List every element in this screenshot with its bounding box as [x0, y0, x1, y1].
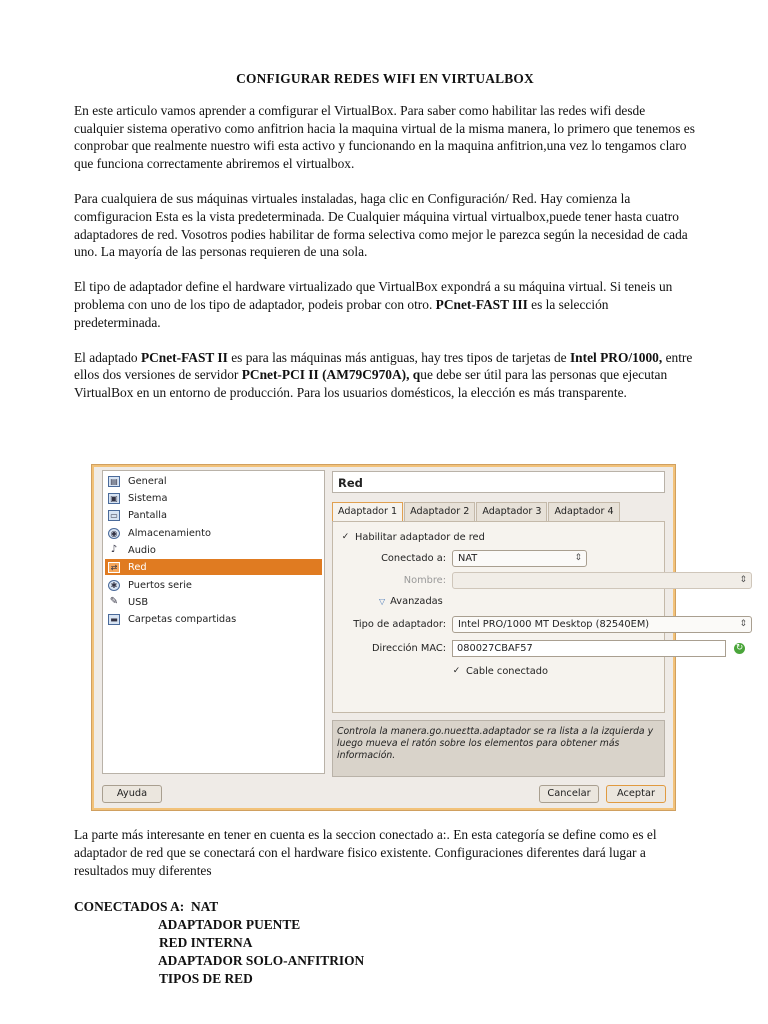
sidebar-item-label: USB	[128, 596, 149, 608]
paragraph-config: Para cualquiera de sus máquinas virtuales instaladas, haga clic en Configuración/ Red. Hay comienza la comfiguracion Esta es la vista predeterminada. De Cualquier máquina virtual virtualbox,puede tener hasta cuatro adaptadores de red. Vosotros podies habilitar de forma selectiva como mejor le parezca según la necesidad de cada uno. La mayoría de las personas requieren de una sola.	[74, 190, 688, 260]
sidebar-item-label: General	[128, 475, 167, 487]
text-segment: entre ellos dos versiones de servidor	[74, 349, 693, 383]
cable-connected-checkbox[interactable]	[452, 666, 548, 677]
sidebar-item-display[interactable]	[105, 507, 322, 523]
adapter-type-select[interactable]	[452, 616, 752, 633]
sidebar-item-serial-ports[interactable]	[105, 577, 322, 593]
bold-term: PCnet-FAST II	[140, 349, 228, 365]
sidebar-item-general[interactable]	[105, 473, 322, 489]
sidebar-item-audio[interactable]	[105, 542, 322, 558]
sidebar-item-label: Pantalla	[128, 509, 167, 521]
help-button[interactable]: Ayuda	[102, 785, 162, 803]
paragraph-intro: En este articulo vamos aprender a comfigurar el VirtualBox. Para saber como habilitar las redes wifi desde cualquier sistema operativo como anfitrion hacia la maquina virtual de la misma manera, lo primero que tenemos es conprobar que realmente nuestro wifi esta activo y funcionando en la maquina anfitrion,una vez lo tengamos claro que funciona correctamente abriremos el virtualbox.	[74, 102, 695, 172]
paragraph-connected-to: La parte más interesante en tener en cuenta es la seccion conectado a:. En esta categoría se define como es el adaptador de red que se conectará con el hardware fisico existente. Configuraciones diferentes dará lugar a resultados muy diferentes	[74, 827, 657, 878]
system-icon: ▣	[108, 493, 120, 504]
sidebar-item-system[interactable]	[105, 490, 322, 506]
name-label: Nombre:	[403, 575, 446, 586]
tab-adapter-2[interactable]: Adaptador 2	[404, 502, 475, 521]
tab-adapter-1[interactable]: Adaptador 1	[332, 502, 403, 522]
paragraph-adapter-type	[74, 278, 696, 331]
display-icon: ▭	[108, 510, 120, 521]
list-item	[74, 898, 364, 916]
accept-button[interactable]: Aceptar	[606, 785, 666, 803]
connected-to-value: NAT	[458, 553, 478, 564]
text-segment: El adaptado	[74, 349, 141, 365]
check-icon: ✓	[341, 532, 350, 542]
connection-types-list	[74, 898, 364, 988]
sidebar-item-shared-folders[interactable]	[105, 611, 322, 627]
advanced-toggle[interactable]	[379, 596, 443, 607]
tab-adapter-3[interactable]: Adaptador 3	[476, 502, 547, 521]
advanced-label: Avanzadas	[390, 596, 443, 607]
sidebar-item-usb[interactable]	[105, 594, 322, 610]
sidebar-item-label: Sistema	[128, 492, 168, 504]
sidebar-item-label: Red	[128, 561, 147, 573]
chevron-updown-icon: ⇕	[574, 553, 582, 563]
settings-sidebar	[102, 470, 325, 774]
connected-to-select[interactable]	[452, 550, 587, 567]
bold-term: PCnet-FAST III	[435, 296, 528, 312]
refresh-mac-icon[interactable]: ↻	[735, 643, 744, 653]
section-title: Red	[332, 471, 665, 493]
adapter-tabs	[332, 502, 621, 521]
shared-folder-icon: ▬	[108, 614, 120, 625]
sidebar-item-network[interactable]	[105, 559, 322, 575]
paragraph-adapter-models	[74, 349, 696, 402]
mac-address-label: Dirección MAC:	[371, 643, 446, 654]
text-segment: ue debe ser útil para las personas que ejecutan VirtualBox en un entorno de producción. Para los usuarios domésticos, la elección es más transparente.	[74, 367, 668, 401]
sidebar-item-label: Audio	[128, 544, 156, 556]
enable-adapter-checkbox[interactable]	[341, 532, 485, 543]
sidebar-item-label: Puertos serie	[128, 579, 192, 591]
text-segment: El tipo de adaptador define el hardware virtualizado que VirtualBox expondrá a su máquina virtual. Si teneis un problema con uno de los tipo de adaptador, podeis probar con otro.	[74, 279, 673, 312]
name-select[interactable]	[452, 572, 752, 589]
chevron-updown-icon: ⇕	[739, 575, 747, 585]
list-item: RED INTERNA	[159, 935, 253, 950]
bold-term: PCnet-PCI II (AM79C970A), q	[241, 367, 421, 383]
bold-term: Intel PRO/1000,	[569, 349, 663, 365]
list-item: ADAPTADOR PUENTE	[158, 917, 301, 932]
text-segment: es la selección predeterminada.	[74, 296, 609, 330]
tab-adapter-4[interactable]: Adaptador 4	[548, 502, 619, 521]
connected-to-label: Conectado a:	[381, 553, 446, 564]
mac-address-field[interactable]: 080027CBAF57	[452, 640, 726, 657]
info-panel: Controla la manera.go.nueεtta.adaptador se ra lista a la izquierda y luego mueva el ratón sobre los elementos para obtener más información.	[332, 720, 665, 777]
audio-icon: ♪	[110, 543, 118, 555]
storage-icon: ◉	[108, 528, 120, 539]
list-item-text: NAT	[190, 899, 219, 914]
serial-port-icon: ✱	[108, 580, 120, 591]
list-item: ADAPTADOR SOLO-ANFITRION	[158, 953, 365, 968]
virtualbox-settings-screenshot	[91, 464, 747, 811]
sidebar-item-label: Carpetas compartidas	[128, 613, 237, 625]
general-icon: ▤	[108, 476, 120, 487]
usb-icon: ✎	[109, 595, 119, 607]
list-item: TIPOS DE RED	[159, 971, 253, 986]
adapter-type-label: Tipo de adaptador:	[353, 619, 446, 630]
cable-connected-label: Cable conectado	[466, 666, 548, 677]
document-title: CONFIGURAR REDES WIFI EN VIRTUALBOX	[236, 71, 534, 86]
sidebar-item-label: Almacenamiento	[128, 527, 211, 539]
enable-adapter-label: Habilitar adaptador de red	[355, 532, 485, 543]
expander-triangle-icon: ▽	[379, 597, 386, 606]
text-segment: es para las máquinas más antiguas, hay tres tipos de tarjetas de	[227, 349, 570, 365]
list-label: CONECTADOS A:	[74, 899, 185, 914]
document-body	[74, 70, 696, 419]
cancel-button[interactable]: Cancelar	[539, 785, 599, 803]
network-icon: ⇄	[108, 562, 120, 573]
adapter-pane	[332, 521, 747, 713]
sidebar-item-storage[interactable]	[105, 525, 322, 541]
check-icon: ✓	[452, 666, 461, 676]
chevron-updown-icon: ⇕	[739, 619, 747, 629]
adapter-type-value: Intel PRO/1000 MT Desktop (82540EM)	[458, 619, 650, 630]
